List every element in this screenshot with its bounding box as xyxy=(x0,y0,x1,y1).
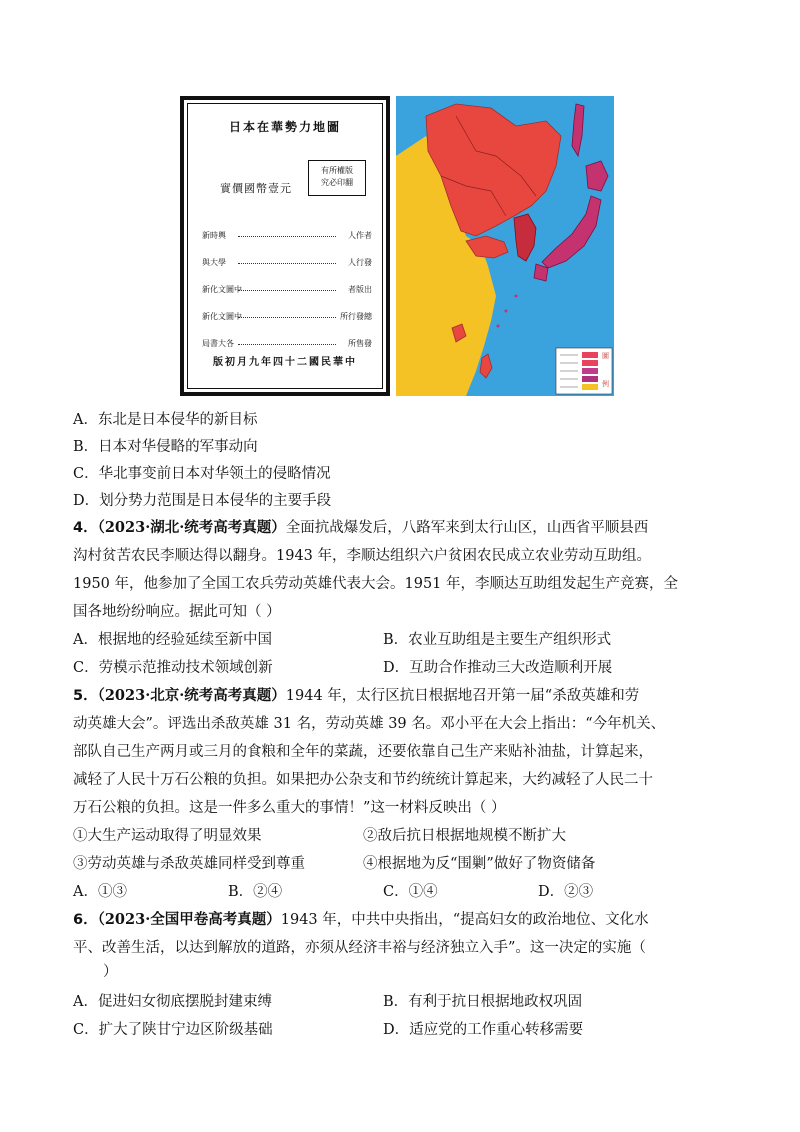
legend-swatch xyxy=(582,376,598,382)
q6-stem-line xyxy=(73,910,733,930)
book-row xyxy=(202,230,372,244)
book-title: 日本在華勢力地圖 xyxy=(228,120,341,134)
q4-stem-line: 国各地纷纷响应。据此可知（ ） xyxy=(73,604,281,620)
q5-stem-line xyxy=(73,686,733,706)
q5-option-a[interactable]: A．①③ xyxy=(73,884,127,900)
q3-option-b[interactable]: B．日本对华侵略的军事动向 xyxy=(73,439,258,455)
q6-option-c[interactable]: C．扩大了陕甘宁边区阶级基础 xyxy=(73,1022,273,1038)
east-asia-map xyxy=(396,96,614,396)
q4-option-d[interactable]: D．互助合作推动三大改造顺利开展 xyxy=(383,660,613,676)
q6-stem-text: 1943 年，中共中央指出，“提高妇女的政治地位、文化水 xyxy=(280,912,649,928)
legend-swatch xyxy=(582,352,598,358)
row-right: 所行發總 xyxy=(340,312,372,321)
book-row xyxy=(202,257,372,271)
q4-option-c[interactable]: C．劳模示范推动技术领域创新 xyxy=(73,660,273,676)
book-stamp xyxy=(308,160,366,196)
row-left: 新化文圖中 xyxy=(202,312,242,321)
q5-stem-line: 万石公粮的负担。这是一件多么重大的事情！”这一材料反映出（ ） xyxy=(73,800,506,816)
q5-statement-1: ①大生产运动取得了明显效果 xyxy=(73,828,262,844)
q4-stem-line: 1950 年，他参加了全国工农兵劳动英雄代表大会。1951 年，李顺达互助组发起生产竞赛，全 xyxy=(73,576,679,592)
q6-option-b[interactable]: B．有利于抗日根据地政权巩固 xyxy=(383,994,583,1010)
historical-figure xyxy=(180,96,614,396)
stamp-line: 有所權版 xyxy=(321,166,353,175)
row-right: 人行發 xyxy=(348,258,372,267)
q5-source: （2023·北京·统考高考真题） xyxy=(97,687,286,704)
row-left: 局書大各 xyxy=(202,339,234,348)
q5-stem-line: 减轻了人民十万石公粮的负担。如果把办公杂支和节约统统计算起来，大约减轻了人民二十 xyxy=(73,772,653,788)
q5-stem-text: 1944 年，太行区抗日根据地召开第一届“杀敌英雄和劳 xyxy=(285,688,640,704)
q6-stem-line: 平、改善生活，以达到解放的道路，亦须从经济丰裕与经济独立入手”。这一决定的实施（ xyxy=(73,940,646,956)
q5-statement-3: ③劳动英雄与杀敌英雄同样受到尊重 xyxy=(73,856,305,872)
q3-option-a[interactable]: A．东北是日本侵华的新目标 xyxy=(73,412,258,428)
q5-stem-line: 部队自己生产两月或三月的食粮和全年的菜蔬，还要依靠自己生产来贴补油盐，计算起来， xyxy=(73,744,653,760)
row-left: 與大學 xyxy=(202,258,226,267)
q4-stem-line xyxy=(73,518,733,538)
legend-title-bottom: 例 xyxy=(602,380,609,388)
q6-number: 6． xyxy=(73,912,98,928)
book-row xyxy=(202,338,372,352)
book-cover-image xyxy=(180,96,390,396)
q5-option-b[interactable]: B．②④ xyxy=(228,884,283,900)
book-row xyxy=(202,311,372,325)
q4-source: （2023·湖北·统考高考真题） xyxy=(97,519,286,536)
q4-stem-text: 全面抗战爆发后，八路军来到太行山区，山西省平顺县西 xyxy=(285,520,649,536)
legend-swatch xyxy=(582,368,598,374)
q6-option-a[interactable]: A．促进妇女彻底摆脱封建束缚 xyxy=(73,994,272,1010)
q3-option-d[interactable]: D．划分势力范围是日本侵华的主要手段 xyxy=(73,493,332,509)
q5-option-d[interactable]: D．②③ xyxy=(538,884,594,900)
q4-number: 4． xyxy=(73,520,98,536)
q5-option-c[interactable]: C．①④ xyxy=(383,884,438,900)
book-row xyxy=(202,284,372,298)
q5-number: 5． xyxy=(73,688,98,704)
legend-swatch xyxy=(582,360,598,366)
q3-option-c[interactable]: C．华北事变前日本对华领土的侵略情况 xyxy=(73,466,331,482)
q5-statement-4: ④根据地为反“围剿”做好了物资储备 xyxy=(363,856,596,872)
row-right: 所售發 xyxy=(348,339,372,348)
legend-title-top: 圖 xyxy=(602,352,609,360)
stamp-line: 究必印翻 xyxy=(321,178,353,187)
row-left: 新時輿 xyxy=(202,231,226,240)
row-right: 人作者 xyxy=(348,231,372,240)
row-left: 新化文圖中 xyxy=(202,285,242,294)
q6-stem-line: ） xyxy=(103,964,118,980)
legend-swatch xyxy=(582,384,598,390)
q4-stem-line: 沟村贫苦农民李顺达得以翻身。1943 年，李顺达组织六户贫困农民成立农业劳动互助组。 xyxy=(73,548,652,564)
q5-stem-line: 动英雄大会”。评选出杀敌英雄 31 名，劳动英雄 39 名。邓小平在大会上指出：“今年机关、 xyxy=(73,716,666,732)
q5-statement-2: ②敌后抗日根据地规模不断扩大 xyxy=(363,828,566,844)
row-right: 者版出 xyxy=(348,285,372,294)
q6-source: （2023·全国甲卷高考真题） xyxy=(97,911,281,928)
book-footer: 版初月九年四十二國民華中 xyxy=(213,357,357,368)
q4-option-a[interactable]: A．根据地的经验延续至新中国 xyxy=(73,632,272,648)
book-price: 實價國幣壹元 xyxy=(220,182,292,195)
q4-option-b[interactable]: B．农业互助组是主要生产组织形式 xyxy=(383,632,612,648)
q6-option-d[interactable]: D．适应党的工作重心转移需要 xyxy=(383,1022,584,1038)
